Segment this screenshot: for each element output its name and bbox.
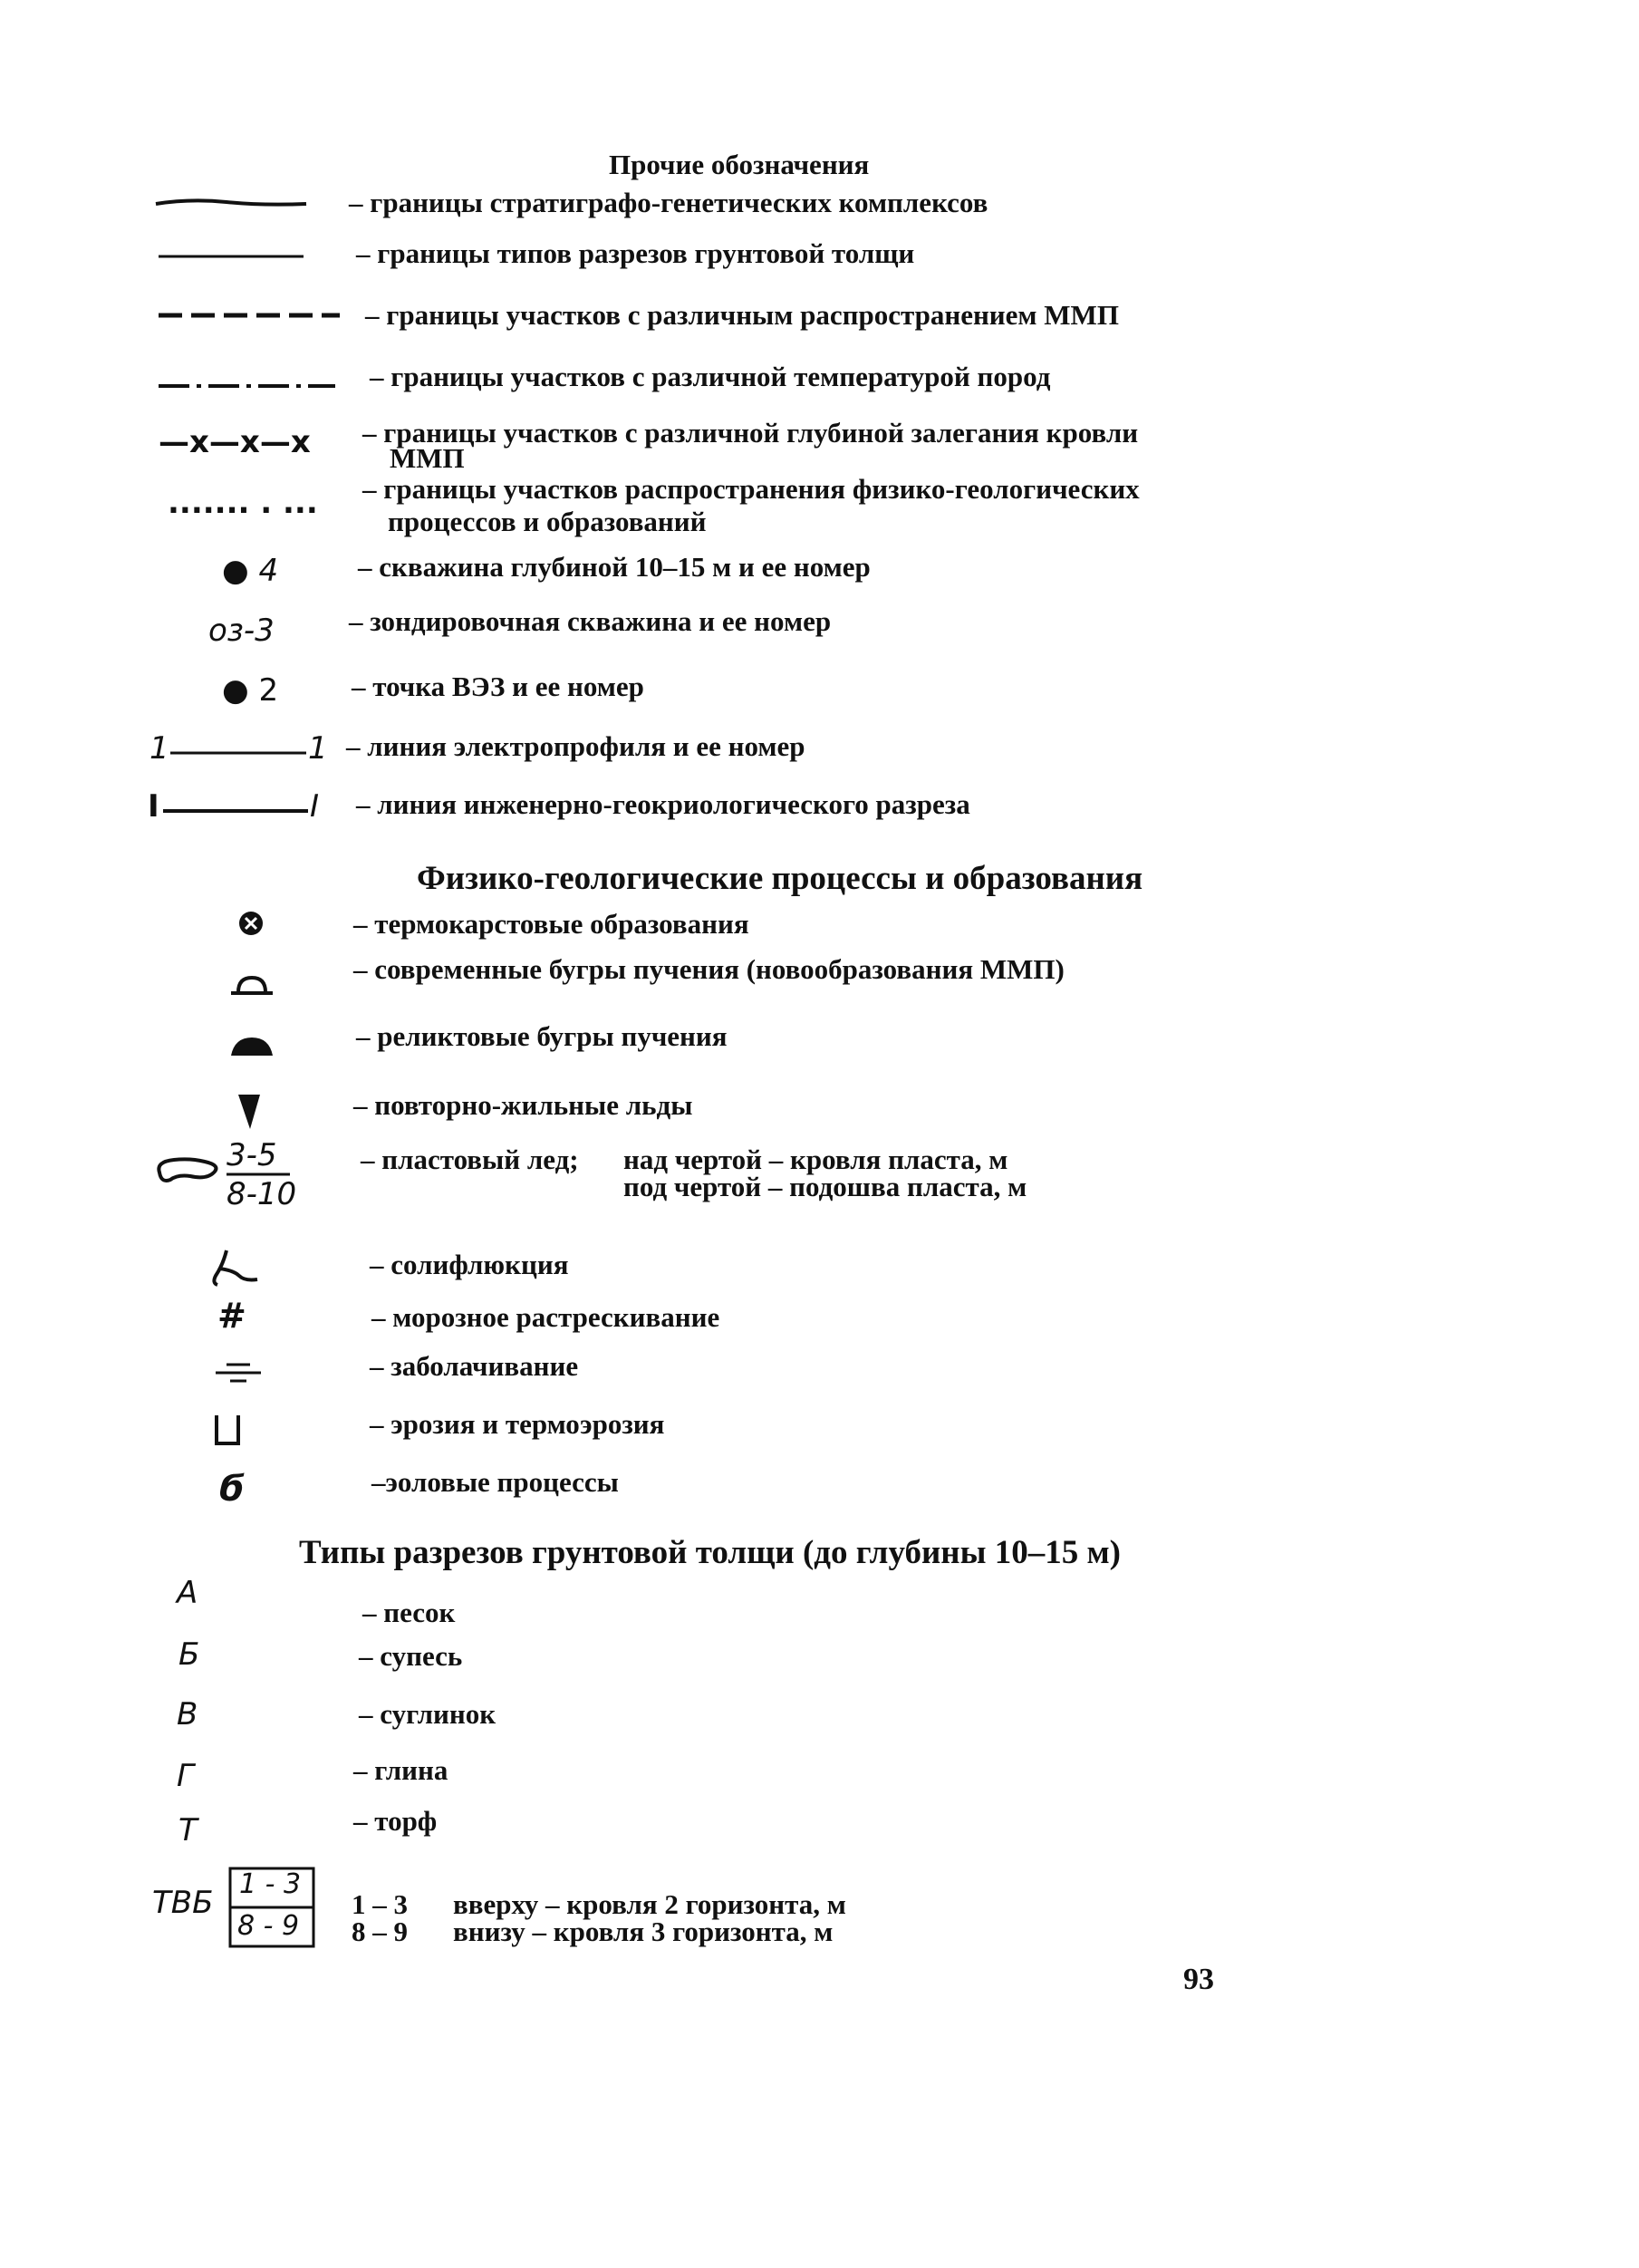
lens-top-value: 3-5 [227, 1137, 277, 1173]
section-label-left: I [148, 788, 159, 825]
open-mound-icon [231, 974, 273, 998]
legend-label: – повторно-жильные льды [353, 1089, 693, 1121]
profile-label-right: 1 [308, 730, 328, 767]
soil-combo-top: 1 - 3 [239, 1868, 302, 1900]
temperature-boundary-icon [159, 381, 335, 391]
soil-combo-bottom: 8 - 9 [237, 1910, 300, 1942]
depth-boundary-symbol: —x—x—x [159, 424, 311, 460]
combo-line1-text: вверху – кровля 2 горизонта, м [453, 1888, 846, 1920]
page-number: 93 [1183, 1963, 1214, 1996]
legend-label: – глина [353, 1754, 448, 1786]
lens-bottom-value: 8-10 [227, 1176, 297, 1212]
section-label-right: I [310, 788, 320, 825]
section-heading-soil-types: Типы разрезов грунтовой толщи (до глубины 10–15 м) [299, 1534, 1122, 1571]
filled-mound-icon [231, 1036, 273, 1057]
lens-line1: над чертой – кровля пласта, м [623, 1144, 1008, 1175]
combo-line2-values: 8 – 9 [352, 1916, 408, 1947]
legend-label: – современные бугры пучения (новообразования ММП) [353, 953, 1065, 985]
legend-label: – суглинок [359, 1698, 497, 1730]
process-boundary-symbol: ....... . ... [168, 485, 318, 521]
legend-label: – зондировочная скважина и ее номер [349, 605, 832, 637]
soil-code: Г [177, 1758, 194, 1794]
legend-label: – линия инженерно-геокриологического разреза [356, 788, 970, 820]
hash-icon: # [217, 1296, 246, 1336]
legend-label: – заболачивание [370, 1350, 579, 1382]
legend-label: – границы участков с различным распространением ММП [365, 299, 1119, 331]
circle-x-icon [237, 910, 265, 937]
legend-label: – границы типов разрезов грунтовой толщи [356, 237, 915, 269]
legend-label: – супесь [359, 1640, 463, 1672]
borehole-symbol: ● 4 [222, 553, 279, 589]
combo-line2-text: внизу – кровля 3 горизонта, м [453, 1916, 834, 1947]
combo-line1-values: 1 – 3 [352, 1888, 408, 1920]
soil-code: А [177, 1575, 198, 1611]
legend-label: – линия электропрофиля и ее номер [346, 730, 805, 762]
legend-label: – границы участков с различной температурой пород [370, 361, 1051, 392]
legend-label: – скважина глубиной 10–15 м и ее номер [358, 551, 871, 583]
legend-label: – реликтовые бугры пучения [356, 1020, 728, 1052]
legend-label: –эоловые процессы [371, 1466, 619, 1498]
section-type-boundary-line-icon [159, 252, 304, 261]
soil-combo-code: ТВБ [152, 1885, 214, 1921]
sounding-borehole-symbol: оз-3 [208, 613, 275, 649]
profile-label-left: 1 [149, 730, 169, 767]
legend-label: – точка ВЭЗ и ее номер [352, 671, 644, 702]
section-heading-processes: Физико-геологические процессы и образования [417, 860, 1143, 897]
stratigraphic-boundary-line-icon [154, 195, 308, 213]
legend-label: – границы участков распространения физико-геологических [362, 473, 1140, 505]
legend-label: – песок [362, 1597, 456, 1628]
legend-label: – границы стратиграфо-генетических комплексов [349, 187, 988, 218]
legend-label-continued: процессов и образований [388, 506, 707, 537]
down-triangle-icon [238, 1095, 260, 1129]
swamp-icon [214, 1361, 263, 1383]
solifluction-icon [207, 1249, 261, 1287]
electroprofile-line-icon [170, 750, 306, 756]
soil-code: Т [178, 1812, 198, 1848]
legend-label: – морозное растрескивание [371, 1301, 720, 1333]
legend-label: – эрозия и термоэрозия [370, 1408, 665, 1440]
soil-code: Б [178, 1636, 200, 1673]
legend-label: – солифлюкция [370, 1249, 569, 1280]
erosion-icon [214, 1415, 241, 1446]
section-line-icon [163, 806, 308, 816]
lens-icon [154, 1153, 223, 1185]
legend-label: – термокарстовые образования [353, 908, 749, 940]
legend-label-continued: ММП [390, 442, 465, 474]
legend-label: – торф [353, 1805, 438, 1837]
legend-label: – пластовый лед; [361, 1144, 579, 1175]
lens-line2: под чертой – подошва пласта, м [623, 1171, 1027, 1202]
permafrost-distribution-boundary-icon [159, 311, 340, 320]
legend-label: – границы участков с различной глубиной залегания кровли [362, 417, 1139, 449]
ves-point-symbol: ● 2 [222, 672, 279, 709]
soil-code: В [177, 1696, 198, 1732]
section-heading-other: Прочие обозначения [609, 149, 870, 180]
aeolian-icon: ϭ [217, 1468, 244, 1510]
